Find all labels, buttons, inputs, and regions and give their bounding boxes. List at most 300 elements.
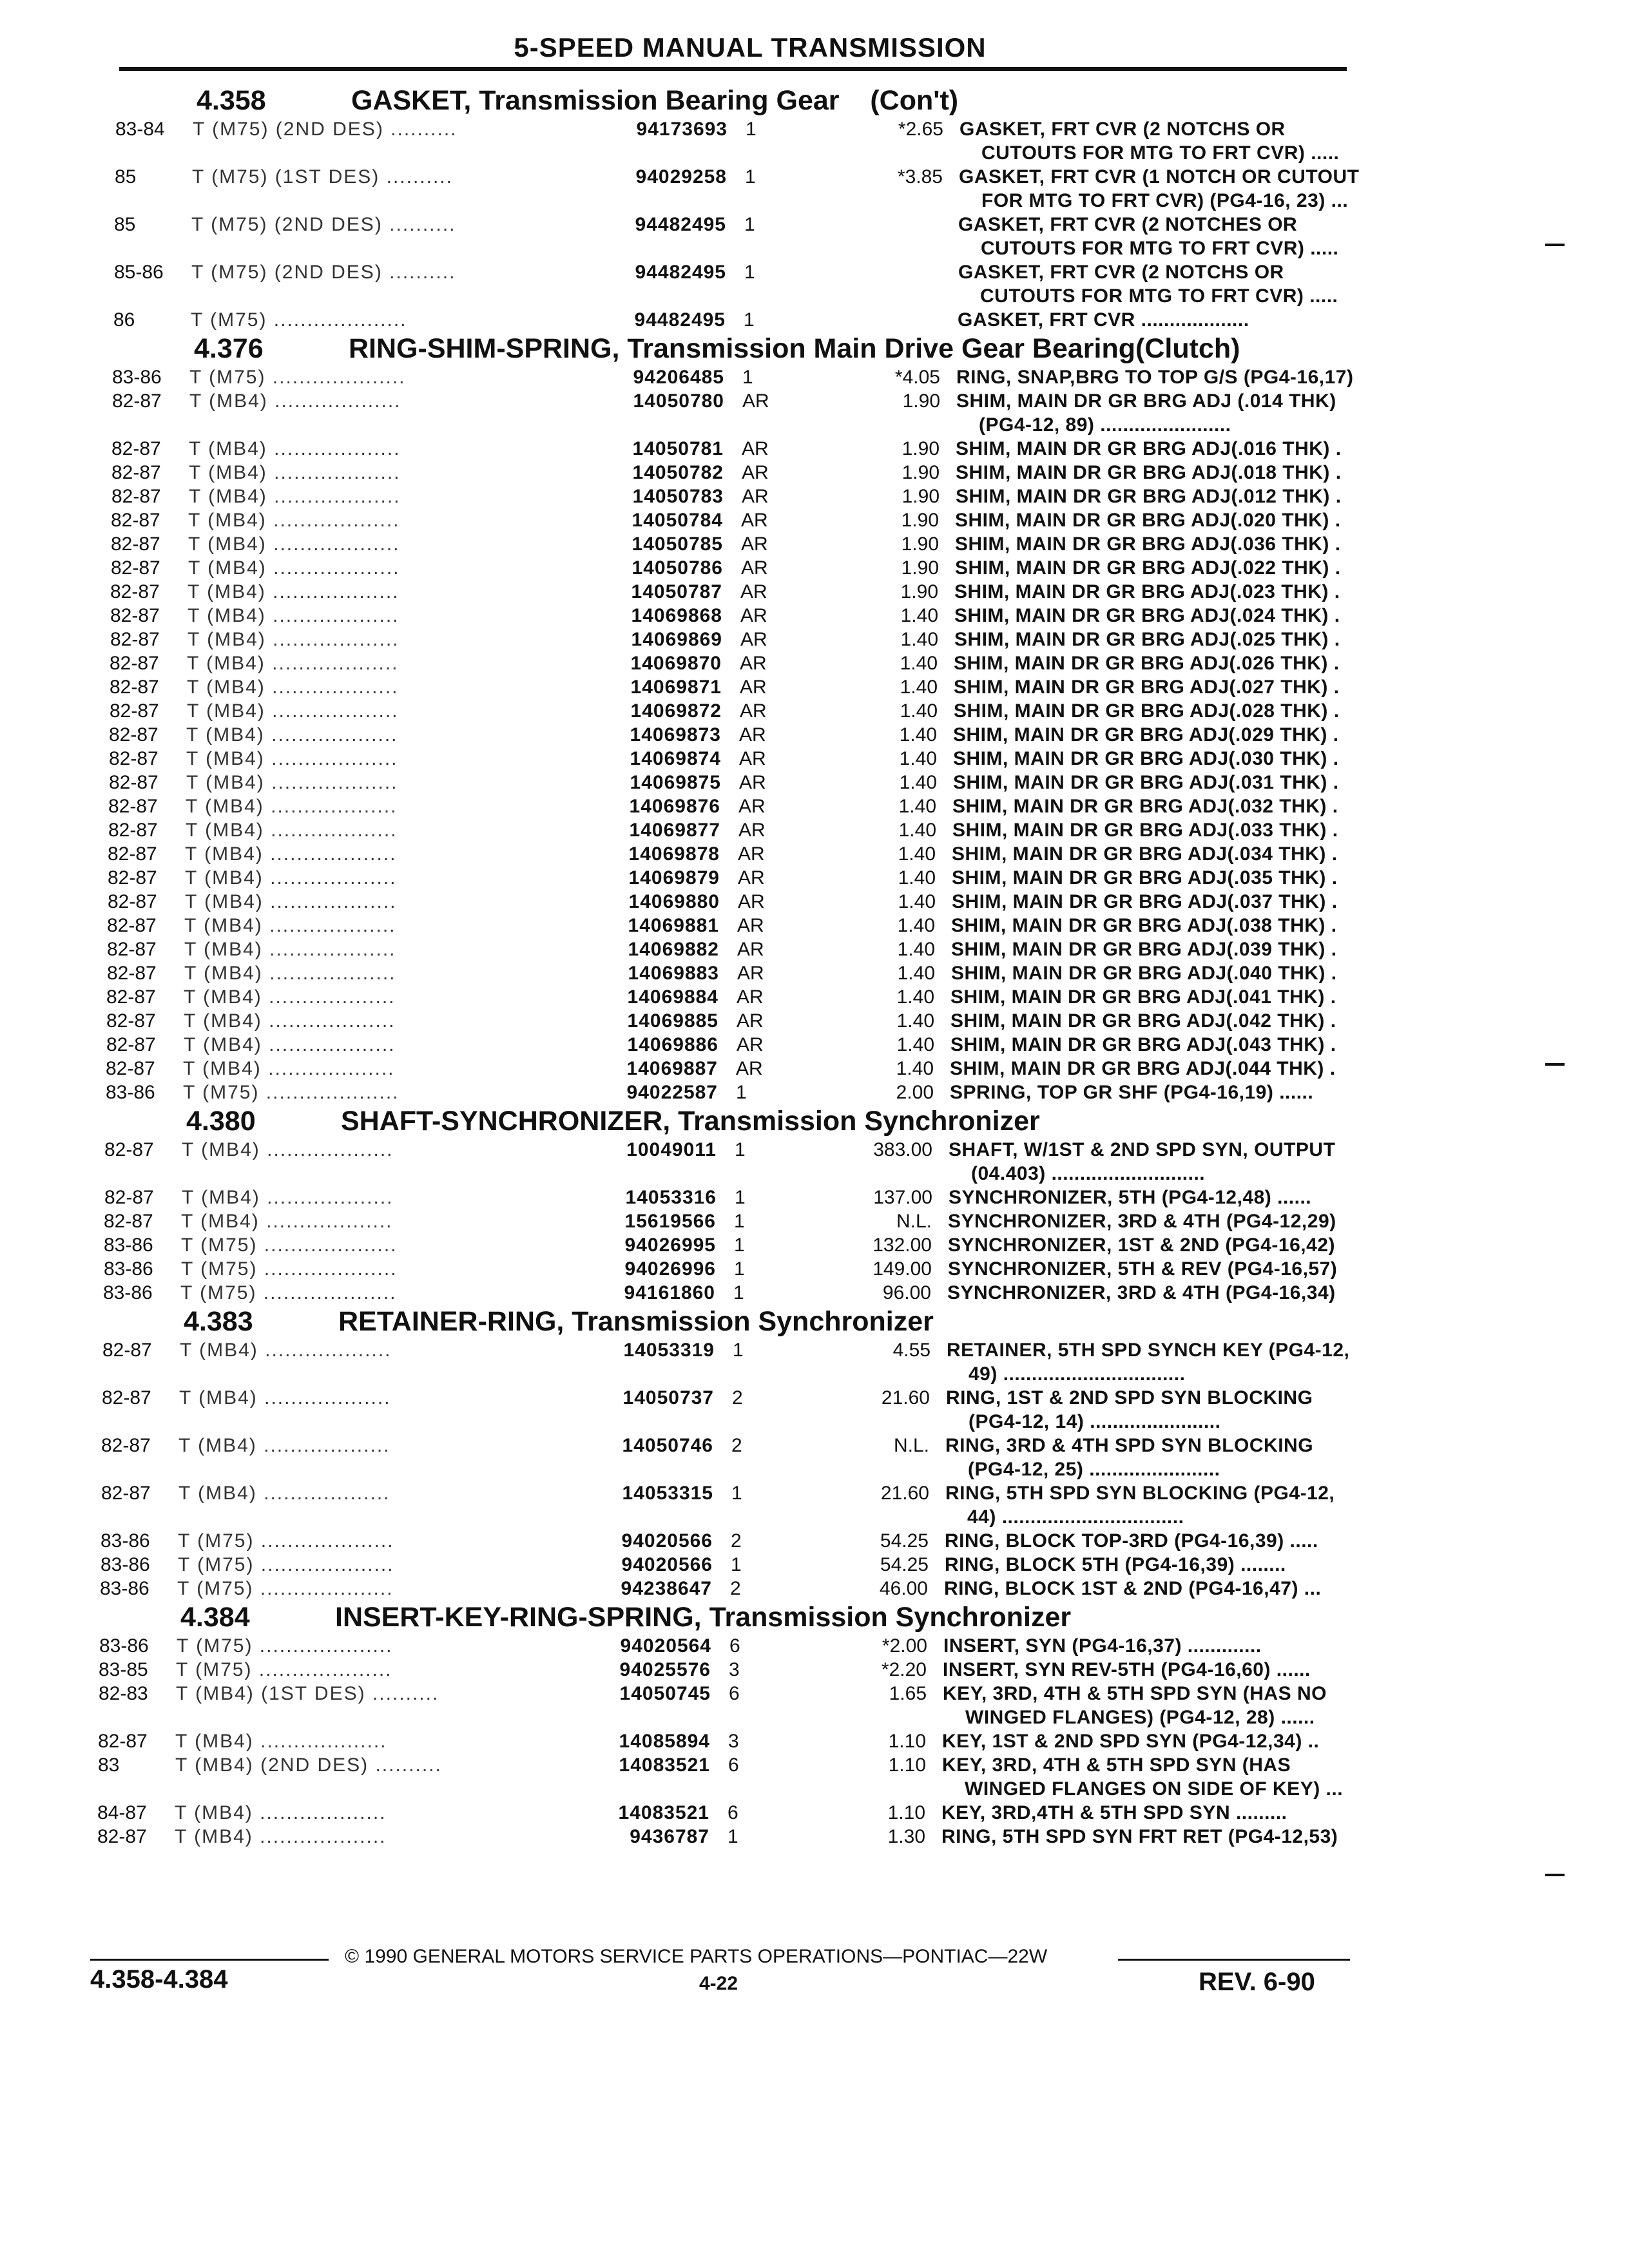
transmission-code: T (M75) .................... <box>176 1659 392 1680</box>
description-continued: CUTOUTS FOR MTG TO FRT CVR) ..... <box>981 238 1339 259</box>
model-years: 82-87 <box>111 557 160 579</box>
model-years: 86 <box>113 309 135 331</box>
part-number: 14050780 <box>633 390 724 412</box>
quantity: 2 <box>731 1435 742 1456</box>
part-number: 14050783 <box>632 486 724 507</box>
model-years: 82-87 <box>106 1010 156 1032</box>
transmission-code: T (MB4) ................... <box>186 796 398 817</box>
quantity: 6 <box>728 1802 738 1823</box>
model-years: 83-86 <box>112 367 162 388</box>
model-years: 82-87 <box>106 1058 155 1079</box>
description: SHIM, MAIN DR GR BRG ADJ(.016 THK) . <box>956 438 1342 459</box>
price: 1.40 <box>898 867 936 889</box>
quantity: AR <box>737 986 764 1008</box>
model-years: 83-86 <box>99 1635 149 1657</box>
description: GASKET, FRT CVR (1 NOTCH OR CUTOUT <box>959 166 1360 187</box>
quantity: 1 <box>744 214 755 235</box>
model-years: 83-86 <box>106 1082 155 1103</box>
part-number: 14050782 <box>632 462 724 483</box>
part-number: 14069869 <box>631 629 722 650</box>
model-years: 82-87 <box>106 1034 156 1055</box>
transmission-code: T (M75) (2ND DES) .......... <box>191 262 456 283</box>
description: SHIM, MAIN DR GR BRG ADJ(.020 THK) . <box>955 510 1341 531</box>
description: SHIM, MAIN DR GR BRG ADJ(.028 THK) . <box>954 700 1340 722</box>
header-rule <box>119 67 1347 71</box>
price: 1.40 <box>900 653 938 674</box>
price: 1.90 <box>902 390 940 412</box>
part-number: 14069873 <box>630 724 721 745</box>
quantity: AR <box>738 867 765 889</box>
description: SHIM, MAIN DR GR BRG ADJ(.037 THK) . <box>952 891 1338 912</box>
transmission-code: T (MB4) ................... <box>184 1034 396 1055</box>
part-number: 94482495 <box>634 309 726 331</box>
price: 1.40 <box>900 700 938 722</box>
model-years: 83 <box>98 1754 120 1776</box>
description-continued: (04.403) ........................... <box>971 1163 1206 1184</box>
model-years: 82-87 <box>110 700 159 722</box>
part-number: 14069879 <box>628 867 720 889</box>
description: SYNCHRONIZER, 5TH (PG4-12,48) ...... <box>949 1187 1312 1208</box>
part-number: 14069885 <box>627 1010 718 1032</box>
section-number: 4.383 <box>184 1306 253 1337</box>
part-number: 14069868 <box>631 605 722 626</box>
model-years: 82-87 <box>106 986 156 1008</box>
part-number: 14069882 <box>628 939 719 960</box>
transmission-code: T (M75) (2ND DES) .......... <box>191 214 456 235</box>
quantity: 1 <box>746 119 757 140</box>
quantity: 2 <box>730 1578 741 1599</box>
description: SHIM, MAIN DR GR BRG ADJ(.035 THK) . <box>952 867 1338 889</box>
quantity: 2 <box>731 1530 742 1552</box>
description: SHIM, MAIN DR GR BRG ADJ(.034 THK) . <box>952 843 1338 865</box>
transmission-code: T (MB4) (2ND DES) .......... <box>175 1754 442 1776</box>
price: 149.00 <box>872 1258 932 1280</box>
part-number: 94026995 <box>624 1235 716 1256</box>
section-title: RING-SHIM-SPRING, Transmission Main Drive Gear Bearing(Clutch) <box>349 333 1240 364</box>
description: GASKET, FRT CVR ................... <box>958 309 1249 331</box>
part-number: 94020566 <box>621 1530 713 1552</box>
price: 132.00 <box>872 1235 932 1256</box>
transmission-code: T (MB4) (1ST DES) .......... <box>176 1683 439 1704</box>
part-number: 94238647 <box>621 1578 712 1599</box>
price: 1.65 <box>889 1683 927 1704</box>
quantity: 1 <box>731 1554 742 1575</box>
price: 1.90 <box>901 462 940 483</box>
transmission-code: T (MB4) ................... <box>185 843 397 865</box>
quantity: AR <box>742 486 769 507</box>
price: 46.00 <box>879 1578 928 1599</box>
part-number: 14050737 <box>622 1387 714 1408</box>
model-years: 82-87 <box>107 939 157 960</box>
description: SHIM, MAIN DR GR BRG ADJ(.023 THK) . <box>954 581 1340 602</box>
transmission-code: T (M75) .................... <box>181 1235 398 1256</box>
model-years: 82-87 <box>111 533 160 555</box>
transmission-code: T (MB4) ................... <box>188 533 400 555</box>
description: SHAFT, W/1ST & 2ND SPD SYN, OUTPUT <box>949 1139 1336 1160</box>
transmission-code: T (MB4) ................... <box>186 724 398 745</box>
part-number: 14083521 <box>618 1802 709 1823</box>
quantity: AR <box>740 653 767 674</box>
transmission-code: T (MB4) ................... <box>189 462 401 483</box>
description-continued: 44) ................................ <box>967 1506 1184 1528</box>
description: KEY, 3RD,4TH & 5TH SPD SYN ......... <box>941 1802 1287 1823</box>
price: *2.00 <box>882 1635 927 1657</box>
transmission-code: T (M75) .................... <box>181 1258 398 1280</box>
description: SHIM, MAIN DR GR BRG ADJ(.032 THK) . <box>952 796 1338 817</box>
model-years: 82-87 <box>108 796 158 817</box>
description: GASKET, FRT CVR (2 NOTCHS OR <box>959 119 1286 140</box>
description: SYNCHRONIZER, 5TH & REV (PG4-16,57) <box>948 1258 1338 1280</box>
part-number: 94482495 <box>635 262 726 283</box>
margin-mark <box>1545 244 1565 246</box>
quantity: 1 <box>728 1826 738 1847</box>
transmission-code: T (MB4) ................... <box>181 1211 393 1232</box>
model-years: 83-86 <box>100 1578 149 1599</box>
price: 1.40 <box>899 748 937 769</box>
model-years: 83-85 <box>99 1659 148 1680</box>
price: 1.10 <box>888 1754 926 1776</box>
price: 1.40 <box>900 677 938 698</box>
price: 1.40 <box>896 1058 934 1079</box>
description: RING, BLOCK 5TH (PG4-16,39) ........ <box>945 1554 1286 1575</box>
price: N.L. <box>896 1211 932 1232</box>
model-years: 82-87 <box>104 1211 153 1232</box>
transmission-code: T (MB4) ................... <box>175 1826 387 1847</box>
transmission-code: T (MB4) ................... <box>187 677 399 698</box>
description: SYNCHRONIZER, 3RD & 4TH (PG4-12,29) <box>948 1211 1336 1232</box>
transmission-code: T (M75) .................... <box>178 1554 394 1575</box>
description: SPRING, TOP GR SHF (PG4-16,19) ...... <box>950 1082 1314 1103</box>
price: 1.40 <box>900 605 938 626</box>
quantity: AR <box>742 390 769 412</box>
part-number: 14050746 <box>622 1435 713 1456</box>
price: 54.25 <box>880 1530 929 1552</box>
price: *2.65 <box>898 119 943 140</box>
quantity: AR <box>741 557 768 579</box>
model-years: 82-87 <box>102 1387 151 1408</box>
description: SHIM, MAIN DR GR BRG ADJ(.031 THK) . <box>953 772 1339 793</box>
footer-rule-left <box>90 1959 329 1961</box>
price: 1.90 <box>901 486 940 507</box>
model-years: 82-87 <box>110 581 160 602</box>
part-number: 14053319 <box>623 1340 715 1361</box>
description-continued: 49) ................................ <box>969 1363 1186 1385</box>
part-number: 14069870 <box>630 653 722 674</box>
transmission-code: T (MB4) ................... <box>186 748 398 769</box>
price: 1.40 <box>897 939 935 960</box>
model-years: 82-87 <box>107 963 157 984</box>
model-years: 85 <box>115 166 137 187</box>
model-years: 82-87 <box>108 843 157 865</box>
model-years: 82-87 <box>111 438 161 459</box>
price: *2.20 <box>881 1659 927 1680</box>
price: 1.10 <box>887 1802 925 1823</box>
quantity: 1 <box>744 309 755 331</box>
page-title: 5-SPEED MANUAL TRANSMISSION <box>514 32 987 62</box>
description: GASKET, FRT CVR (2 NOTCHS OR <box>958 262 1284 283</box>
quantity: AR <box>740 677 767 698</box>
section-title: GASKET, Transmission Bearing Gear (Con't) <box>351 85 959 116</box>
part-number: 94206485 <box>633 367 724 388</box>
model-years: 82-87 <box>104 1187 154 1208</box>
price: 1.40 <box>897 963 935 984</box>
quantity: AR <box>740 605 767 626</box>
transmission-code: T (MB4) ................... <box>180 1340 392 1361</box>
description: SHIM, MAIN DR GR BRG ADJ(.033 THK) . <box>952 820 1338 841</box>
price: 1.40 <box>898 843 936 865</box>
model-years: 83-86 <box>104 1235 153 1256</box>
section-title: INSERT-KEY-RING-SPRING, Transmission Synchronizer <box>335 1602 1072 1633</box>
description-continued: CUTOUTS FOR MTG TO FRT CVR) ..... <box>980 285 1338 307</box>
part-number: 9436787 <box>630 1826 709 1847</box>
description: RING, 5TH SPD SYN FRT RET (PG4-12,53) <box>941 1826 1338 1847</box>
price: 1.40 <box>898 820 936 841</box>
transmission-code: T (M75) .................... <box>180 1282 397 1303</box>
price: 21.60 <box>880 1483 929 1504</box>
model-years: 82-87 <box>112 390 162 412</box>
description: SHIM, MAIN DR GR BRG ADJ(.044 THK) . <box>950 1058 1336 1079</box>
description: RING, SNAP,BRG TO TOP G/S (PG4-16,17) <box>956 367 1354 388</box>
price: 1.40 <box>896 1034 934 1055</box>
transmission-code: T (MB4) ................... <box>188 557 400 579</box>
transmission-code: T (M75) .................... <box>189 367 406 388</box>
part-number: 14069872 <box>630 700 722 722</box>
section-number: 4.376 <box>194 333 264 364</box>
description: SHIM, MAIN DR GR BRG ADJ(.039 THK) . <box>951 939 1337 960</box>
transmission-code: T (MB4) ................... <box>184 986 396 1008</box>
transmission-code: T (MB4) ................... <box>185 867 397 889</box>
quantity: 2 <box>732 1387 743 1408</box>
part-number: 14069876 <box>629 796 720 817</box>
price: 1.40 <box>896 1010 934 1032</box>
price: 1.40 <box>898 891 936 912</box>
part-number: 94026996 <box>624 1258 716 1280</box>
description-continued: (PG4-12, 14) ....................... <box>969 1411 1221 1432</box>
quantity: AR <box>738 820 766 841</box>
transmission-code: T (MB4) ................... <box>178 1483 390 1504</box>
model-years: 82-87 <box>98 1731 148 1752</box>
transmission-code: T (MB4) ................... <box>175 1802 387 1823</box>
footer-revision: REV. 6-90 <box>1199 1968 1315 1996</box>
description: SHIM, MAIN DR GR BRG ADJ(.043 THK) . <box>950 1034 1336 1055</box>
quantity: AR <box>741 533 768 555</box>
part-number: 14069871 <box>630 677 722 698</box>
part-number: 14069875 <box>630 772 721 793</box>
part-number: 10049011 <box>626 1139 717 1160</box>
quantity: 1 <box>733 1340 744 1361</box>
price: 1.40 <box>897 915 935 936</box>
description: SHIM, MAIN DR GR BRG ADJ (.014 THK) <box>956 390 1336 412</box>
description: KEY, 3RD, 4TH & 5TH SPD SYN (HAS <box>942 1754 1291 1776</box>
model-years: 82-87 <box>101 1435 151 1456</box>
description: SHIM, MAIN DR GR BRG ADJ(.022 THK) . <box>955 557 1341 579</box>
transmission-code: T (MB4) ................... <box>188 629 400 650</box>
transmission-code: T (MB4) ................... <box>186 820 398 841</box>
price: 1.90 <box>900 581 938 602</box>
price: 96.00 <box>882 1282 931 1303</box>
description-continued: (PG4-12, 89) ....................... <box>979 414 1231 436</box>
model-years: 82-87 <box>109 748 159 769</box>
price: 137.00 <box>873 1187 932 1208</box>
footer-rule-right <box>1118 1959 1350 1961</box>
price: 2.00 <box>896 1082 934 1103</box>
description: SHIM, MAIN DR GR BRG ADJ(.026 THK) . <box>954 653 1340 674</box>
quantity: AR <box>741 510 768 531</box>
model-years: 82-87 <box>102 1340 152 1361</box>
description: SYNCHRONIZER, 1ST & 2ND (PG4-16,42) <box>948 1235 1335 1256</box>
part-number: 94022587 <box>626 1082 718 1103</box>
description-continued: FOR MTG TO FRT CVR) (PG4-16, 23) ... <box>981 190 1349 211</box>
price: 1.40 <box>896 986 934 1008</box>
model-years: 82-87 <box>109 724 159 745</box>
price: 1.90 <box>901 557 939 579</box>
part-number: 14069880 <box>628 891 720 912</box>
model-years: 82-87 <box>108 867 157 889</box>
description: INSERT, SYN (PG4-16,37) ............. <box>943 1635 1262 1657</box>
section-title: RETAINER-RING, Transmission Synchronizer <box>338 1306 934 1337</box>
quantity: AR <box>740 581 767 602</box>
model-years: 82-87 <box>109 772 159 793</box>
price: 4.55 <box>892 1340 930 1361</box>
part-number: 14053315 <box>622 1483 713 1504</box>
quantity: AR <box>739 724 766 745</box>
transmission-code: T (M75) .................... <box>191 309 407 331</box>
part-number: 14069874 <box>630 748 721 769</box>
part-number: 14085894 <box>619 1731 710 1752</box>
quantity: 1 <box>735 1139 746 1160</box>
quantity: 1 <box>736 1082 747 1103</box>
price: *3.85 <box>897 166 943 187</box>
price: *4.05 <box>894 367 940 388</box>
quantity: 1 <box>744 262 755 283</box>
quantity: 3 <box>729 1659 740 1680</box>
price: 1.90 <box>901 438 940 459</box>
model-years: 85-86 <box>114 262 164 283</box>
margin-mark <box>1545 1063 1565 1066</box>
price: 1.40 <box>899 772 937 793</box>
description: SHIM, MAIN DR GR BRG ADJ(.036 THK) . <box>955 533 1341 555</box>
model-years: 82-87 <box>110 677 159 698</box>
part-number: 94161860 <box>624 1282 715 1303</box>
transmission-code: T (M75) .................... <box>177 1578 394 1599</box>
description-continued: WINGED FLANGES ON SIDE OF KEY) ... <box>965 1778 1344 1800</box>
quantity: 1 <box>733 1282 744 1303</box>
description: RING, 1ST & 2ND SPD SYN BLOCKING <box>946 1387 1313 1408</box>
price: 1.10 <box>888 1731 926 1752</box>
model-years: 82-87 <box>101 1483 151 1504</box>
transmission-code: T (MB4) ................... <box>178 1435 390 1456</box>
footer-copyright: © 1990 GENERAL MOTORS SERVICE PARTS OPERATIONS—PONTIAC—22W <box>345 1946 1048 1967</box>
quantity: AR <box>737 1034 764 1055</box>
description-continued: WINGED FLANGES) (PG4-12, 28) ...... <box>965 1707 1315 1728</box>
part-number: 94025576 <box>619 1659 711 1680</box>
part-number: 14050781 <box>632 438 724 459</box>
quantity: AR <box>739 748 766 769</box>
section-number: 4.380 <box>186 1106 256 1137</box>
part-number: 94029258 <box>635 166 727 187</box>
part-number: 14050784 <box>631 510 723 531</box>
quantity: AR <box>737 915 764 936</box>
footer-section-range: 4.358-4.384 <box>90 1965 228 1994</box>
description: SHIM, MAIN DR GR BRG ADJ(.027 THK) . <box>954 677 1340 698</box>
model-years: 82-87 <box>111 510 160 531</box>
quantity: AR <box>739 772 766 793</box>
description: SYNCHRONIZER, 3RD & 4TH (PG4-16,34) <box>947 1282 1336 1303</box>
part-number: 14050785 <box>631 533 723 555</box>
description: INSERT, SYN REV-5TH (PG4-16,60) ...... <box>943 1659 1311 1680</box>
part-number: 94482495 <box>635 214 726 235</box>
part-number: 14069877 <box>629 820 720 841</box>
price: 1.40 <box>900 629 938 650</box>
price: 1.90 <box>901 533 939 555</box>
quantity: AR <box>738 891 765 912</box>
quantity: 1 <box>734 1235 745 1256</box>
quantity: 6 <box>729 1683 740 1704</box>
transmission-code: T (MB4) ................... <box>184 915 396 936</box>
price: 1.40 <box>899 724 937 745</box>
description: SHIM, MAIN DR GR BRG ADJ(.042 THK) . <box>950 1010 1336 1032</box>
quantity: 3 <box>728 1731 739 1752</box>
transmission-code: T (M75) (2ND DES) .......... <box>193 119 458 140</box>
quantity: AR <box>737 963 764 984</box>
part-number: 14069881 <box>628 915 719 936</box>
transmission-code: T (MB4) ................... <box>189 486 401 507</box>
transmission-code: T (MB4) ................... <box>189 390 401 412</box>
transmission-code: T (MB4) ................... <box>188 510 400 531</box>
transmission-code: T (MB4) ................... <box>184 1010 396 1032</box>
transmission-code: T (MB4) ................... <box>182 1139 394 1160</box>
quantity: 6 <box>728 1754 739 1776</box>
quantity: 1 <box>734 1258 745 1280</box>
price: 54.25 <box>880 1554 929 1575</box>
section-number: 4.358 <box>197 85 266 116</box>
model-years: 85 <box>114 214 136 235</box>
transmission-code: T (M75) .................... <box>177 1635 393 1657</box>
model-years: 83-84 <box>115 119 165 140</box>
model-years: 82-87 <box>97 1826 147 1847</box>
footer-page-number: 4-22 <box>699 1973 738 1994</box>
quantity: AR <box>738 843 765 865</box>
part-number: 14083521 <box>619 1754 710 1776</box>
transmission-code: T (MB4) ................... <box>189 438 401 459</box>
model-years: 82-87 <box>110 605 160 626</box>
model-years: 83-86 <box>103 1282 153 1303</box>
model-years: 84-87 <box>97 1802 147 1823</box>
description: SHIM, MAIN DR GR BRG ADJ(.029 THK) . <box>953 724 1339 745</box>
quantity: AR <box>737 1010 764 1032</box>
quantity: 1 <box>731 1483 742 1504</box>
model-years: 83-86 <box>101 1530 150 1552</box>
model-years: 83-86 <box>101 1554 150 1575</box>
transmission-code: T (MB4) ................... <box>175 1731 387 1752</box>
model-years: 82-87 <box>108 820 158 841</box>
part-number: 94020564 <box>620 1635 711 1657</box>
quantity: 1 <box>742 367 753 388</box>
description: RETAINER, 5TH SPD SYNCH KEY (PG4-12, <box>947 1340 1350 1361</box>
section-title: SHAFT-SYNCHRONIZER, Transmission Synchronizer <box>341 1106 1040 1137</box>
transmission-code: T (MB4) ................... <box>186 772 398 793</box>
description: KEY, 1ST & 2ND SPD SYN (PG4-12,34) .. <box>942 1731 1320 1752</box>
transmission-code: T (MB4) ................... <box>188 605 400 626</box>
quantity: 1 <box>734 1211 745 1232</box>
transmission-code: T (MB4) ................... <box>187 700 399 722</box>
description: RING, 3RD & 4TH SPD SYN BLOCKING <box>945 1435 1314 1456</box>
model-years: 82-87 <box>104 1139 154 1160</box>
description: SHIM, MAIN DR GR BRG ADJ(.025 THK) . <box>954 629 1340 650</box>
description: SHIM, MAIN DR GR BRG ADJ(.040 THK) . <box>951 963 1337 984</box>
part-number: 14069878 <box>628 843 720 865</box>
model-years: 82-87 <box>111 462 161 483</box>
